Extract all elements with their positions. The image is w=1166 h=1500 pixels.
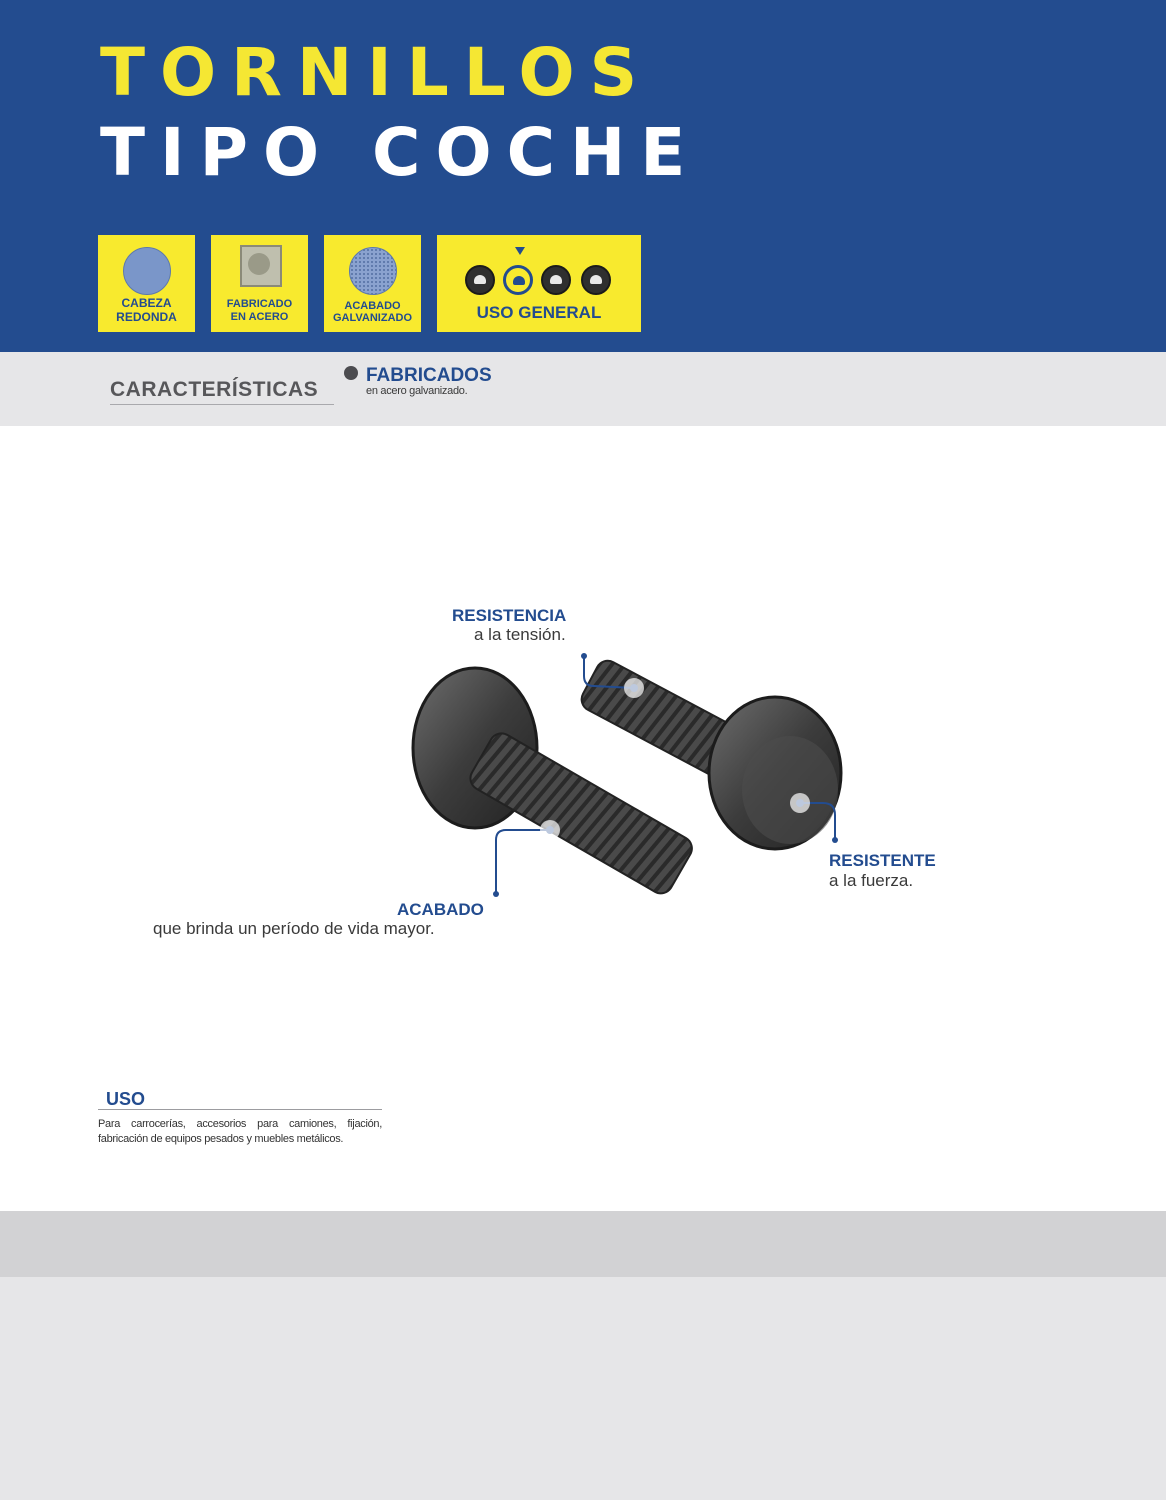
galvanized-icon bbox=[349, 247, 397, 295]
round-head-icon bbox=[123, 247, 171, 295]
callout-resistencia-sub: a la tensión. bbox=[474, 625, 566, 644]
title-line-2: TIPO COCHE bbox=[100, 114, 701, 191]
helmet-icon bbox=[541, 265, 571, 295]
steel-icon bbox=[240, 245, 282, 287]
selected-arrow-icon bbox=[515, 247, 525, 255]
helmet-icon bbox=[465, 265, 495, 295]
characteristics-title: CARACTERÍSTICAS bbox=[110, 378, 319, 401]
helmet-selected-icon bbox=[503, 265, 533, 295]
title-line-1: TORNILLOS bbox=[100, 34, 653, 111]
badge-label: USO GENERAL bbox=[476, 303, 602, 322]
helmet-icon bbox=[581, 265, 611, 295]
uso-text: Para carrocerías, accesorios para camiones, fijación, fabricación de equipos pesados y muebles metálicos. bbox=[98, 1118, 382, 1145]
uso-title: USO bbox=[106, 1089, 146, 1109]
callout-acabado-title: ACABADO bbox=[397, 900, 484, 919]
carriage-bolts-image bbox=[380, 620, 860, 920]
callout-acabado-sub: que brinda un período de vida mayor. bbox=[153, 919, 435, 938]
callout-resistente-title: RESISTENTE bbox=[829, 851, 936, 870]
feature-subtitle: en acero galvanizado. bbox=[366, 385, 468, 397]
badge-label: FABRICADO EN ACERO bbox=[226, 298, 293, 323]
badge-steel bbox=[211, 235, 308, 332]
divider bbox=[98, 1109, 382, 1110]
footer-band bbox=[0, 1211, 1166, 1277]
footer-area bbox=[0, 1277, 1166, 1500]
badge-label: ACABADO GALVANIZADO bbox=[332, 300, 413, 324]
bullet-icon bbox=[344, 366, 358, 380]
badge-general-use bbox=[437, 235, 641, 332]
callout-resistencia-title: RESISTENCIA bbox=[452, 606, 567, 625]
badge-label: CABEZA REDONDA bbox=[116, 296, 177, 324]
feature-title: FABRICADOS bbox=[366, 365, 492, 386]
callout-resistente-sub: a la fuerza. bbox=[829, 871, 914, 890]
badge-round-head bbox=[98, 235, 195, 332]
badge-galvanized bbox=[324, 235, 421, 332]
divider bbox=[110, 404, 334, 405]
